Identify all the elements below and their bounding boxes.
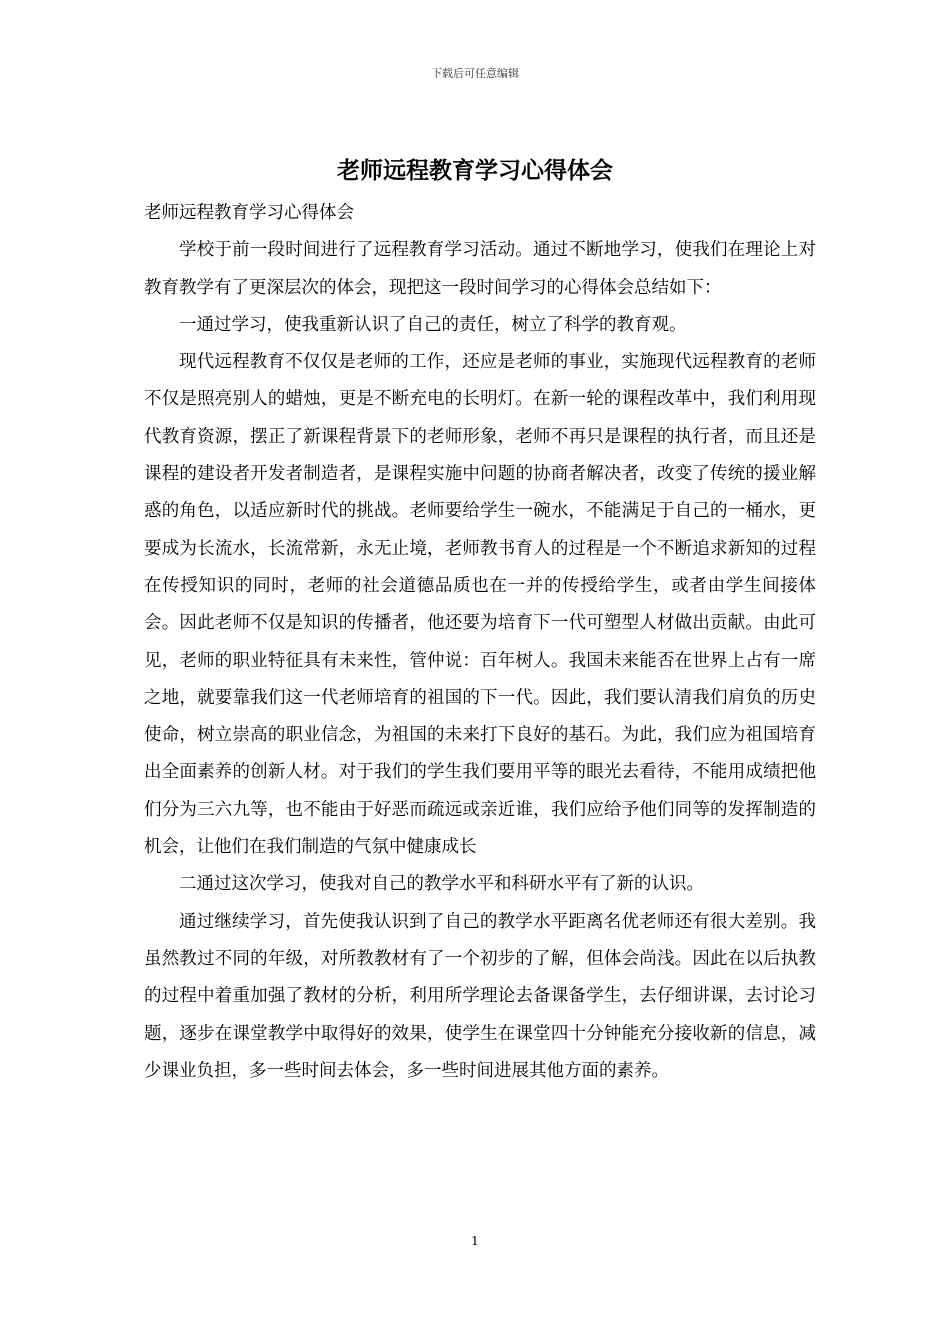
document-title: 老师远程教育学习心得体会 xyxy=(337,157,613,184)
document-subtitle: 老师远程教育学习心得体会 xyxy=(144,203,354,223)
body-paragraph-teaching-level: 通过继续学习，首先使我认识到了自己的教学水平距离名优老师还有很大差别。我虽然教过不同的年级，对所教教材有了一个初步的了解，但体会尚浅。因此在以后执教的过程中着重加强了教材的分析，利用所学理论去备课备学生，去仔细讲课，去讨论习题，逐步在课堂教学中取得好的效果，使学生在课堂四十分钟能充分接收新的信息，减少课业负担，多一些时间去体会，多一些时间进展其他方面的素养。 xyxy=(144,911,816,1081)
document-body xyxy=(144,195,816,1090)
body-paragraph-point-one: 一通过学习，使我重新认识了自己的责任，树立了科学的教育观。 xyxy=(179,314,687,335)
body-paragraph-education-view: 现代远程教育不仅仅是老师的工作，还应是老师的事业，实施现代远程教育的老师不仅是照亮别人的蜡烛，更是不断充电的长明灯。在新一轮的课程改革中，我们利用现代教育资源，摆正了新课程背景下的老师形象，老师不再只是课程的执行者，而且还是课程的建设者开发者制造者，是课程实施中问题的协商者解决者，改变了传统的援业解惑的角色，以适应新时代的挑战。老师要给学生一碗水，不能满足于自己的一桶水，更要成为长流水，长流常新，永无止境，老师教书育人的过程是一个不断追求新知的过程在传授知识的同时，老师的社会道德品质也在一并的传授给学生，或者由学生间接体会。因此老师不仅是知识的传播者，他还要为培育下一代可塑型人材做出贡献。由此可见，老师的职业特征具有未来性，管仲说：百年树人。我国未来能否在世界上占有一席之地，就要靠我们这一代老师培育的祖国的下一代。因此，我们要认清我们肩负的历史使命，树立崇高的职业信念，为祖国的未来打下良好的基石。为此，我们应为祖国培育出全面素养的创新人材。对于我们的学生我们要用平等的眼光去看待，不能用成绩把他们分为三六九等，也不能由于好恶而疏远或亲近谁，我们应给予他们同等的发挥制造的机会，让他们在我们制造的气氛中健康成长 xyxy=(144,352,816,858)
page-header-note: 下载后可任意编辑 xyxy=(431,67,519,80)
body-paragraph-point-two: 二通过这次学习，使我对自己的教学水平和科研水平有了新的认识。 xyxy=(179,874,704,895)
page-number: 1 xyxy=(471,1234,479,1248)
body-paragraph-intro: 学校于前一段时间进行了远程教育学习活动。通过不断地学习，使我们在理论上对教育教学有了更深层次的体会，现把这一段时间学习的心得体会总结如下： xyxy=(144,240,816,298)
